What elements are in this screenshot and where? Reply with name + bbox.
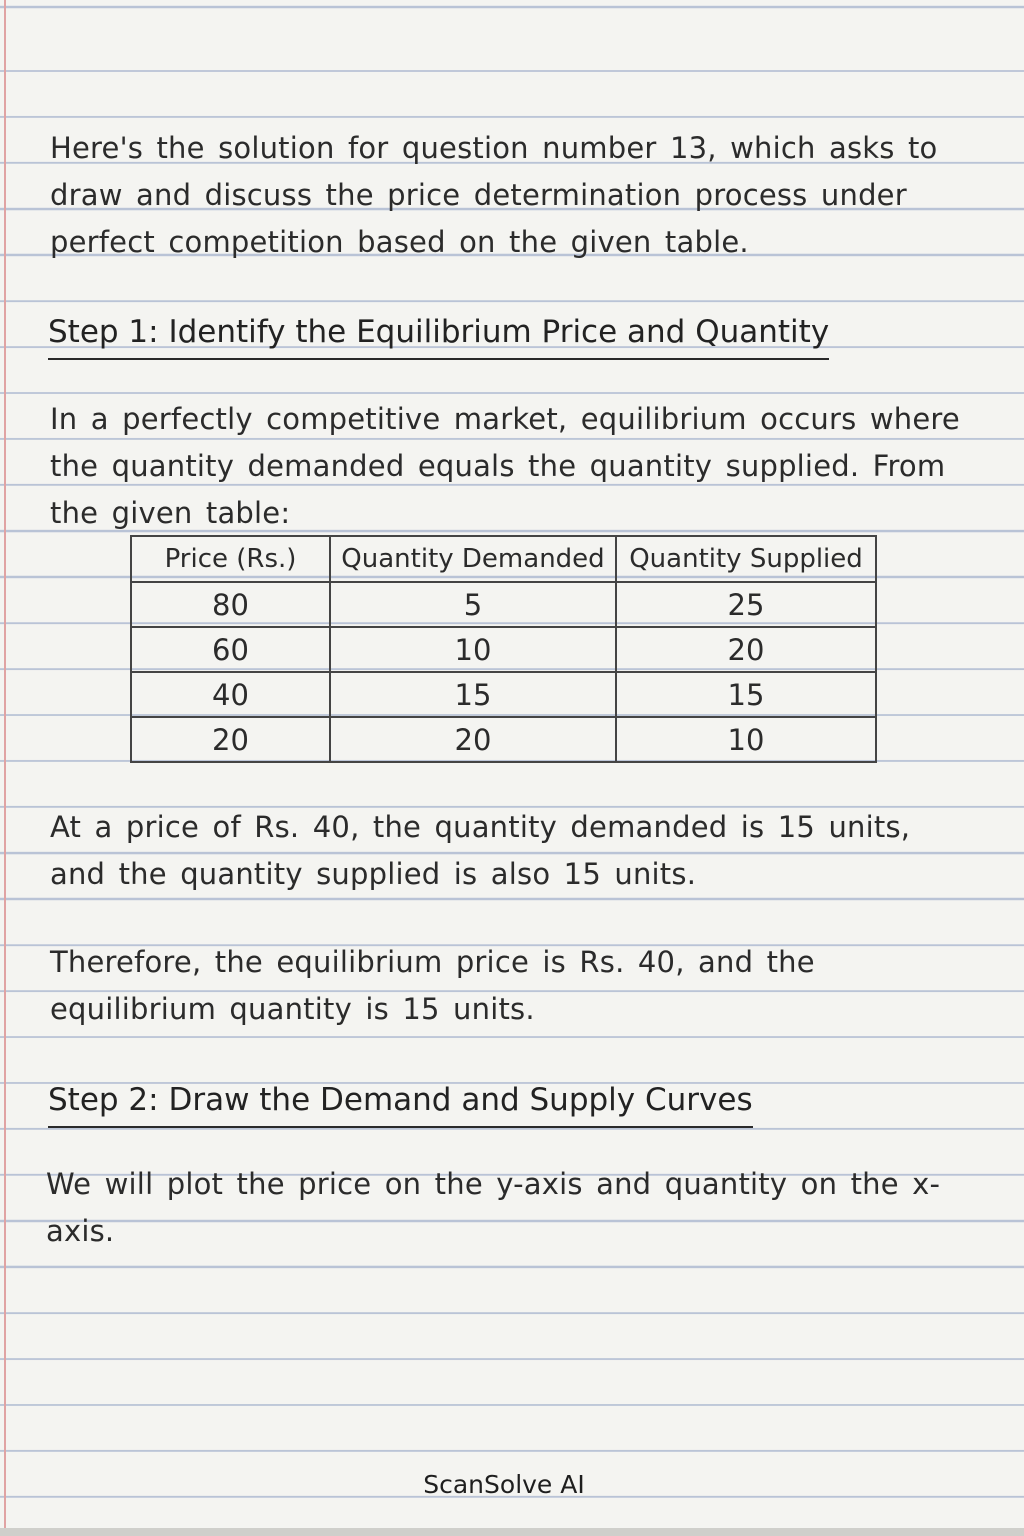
table-cell-supplied: 10 — [616, 717, 876, 762]
table-cell-demanded: 15 — [330, 672, 616, 717]
watermark-text: ScanSolve AI — [423, 1470, 585, 1499]
table-cell-demanded: 20 — [330, 717, 616, 762]
step2-paragraph: We will plot the price on the y-axis and quantity on the x-axis. — [46, 1167, 941, 1248]
table-cell-demanded: 5 — [330, 582, 616, 627]
conclusion-paragraph: Therefore, the equilibrium price is Rs. 40, and the equilibrium quantity is 15 units. — [50, 945, 815, 1026]
table-row — [131, 627, 876, 672]
table-cell-supplied: 15 — [616, 672, 876, 717]
page-bottom-edge — [0, 1528, 1024, 1536]
header-price: Price (Rs.) — [131, 536, 330, 582]
table-cell-demanded: 10 — [330, 627, 616, 672]
table-row — [131, 717, 876, 762]
observation-paragraph: At a price of Rs. 40, the quantity demanded is 15 units, and the quantity supplied is also 15 units. — [50, 810, 911, 891]
step1-heading: Step 1: Identify the Equilibrium Price and Quantity — [48, 310, 829, 360]
intro-paragraph: Here's the solution for question number 13, which asks to draw and discuss the price determination process under perfect competition based on the given table. — [50, 131, 938, 259]
table-cell-price: 80 — [131, 582, 330, 627]
table-header-row — [131, 536, 876, 582]
price-quantity-table — [130, 535, 877, 763]
table-cell-supplied: 20 — [616, 627, 876, 672]
table-cell-price: 60 — [131, 627, 330, 672]
header-quantity-demanded: Quantity Demanded — [330, 536, 616, 582]
table-cell-price: 40 — [131, 672, 330, 717]
table-row — [131, 582, 876, 627]
step1-paragraph: In a perfectly competitive market, equilibrium occurs where the quantity demanded equals the quantity supplied. From the given table: — [50, 402, 960, 530]
table-cell-supplied: 25 — [616, 582, 876, 627]
header-quantity-supplied: Quantity Supplied — [616, 536, 876, 582]
notebook-margin-line — [4, 0, 6, 1536]
table-row — [131, 672, 876, 717]
step2-heading: Step 2: Draw the Demand and Supply Curves — [48, 1078, 753, 1128]
table-cell-price: 20 — [131, 717, 330, 762]
